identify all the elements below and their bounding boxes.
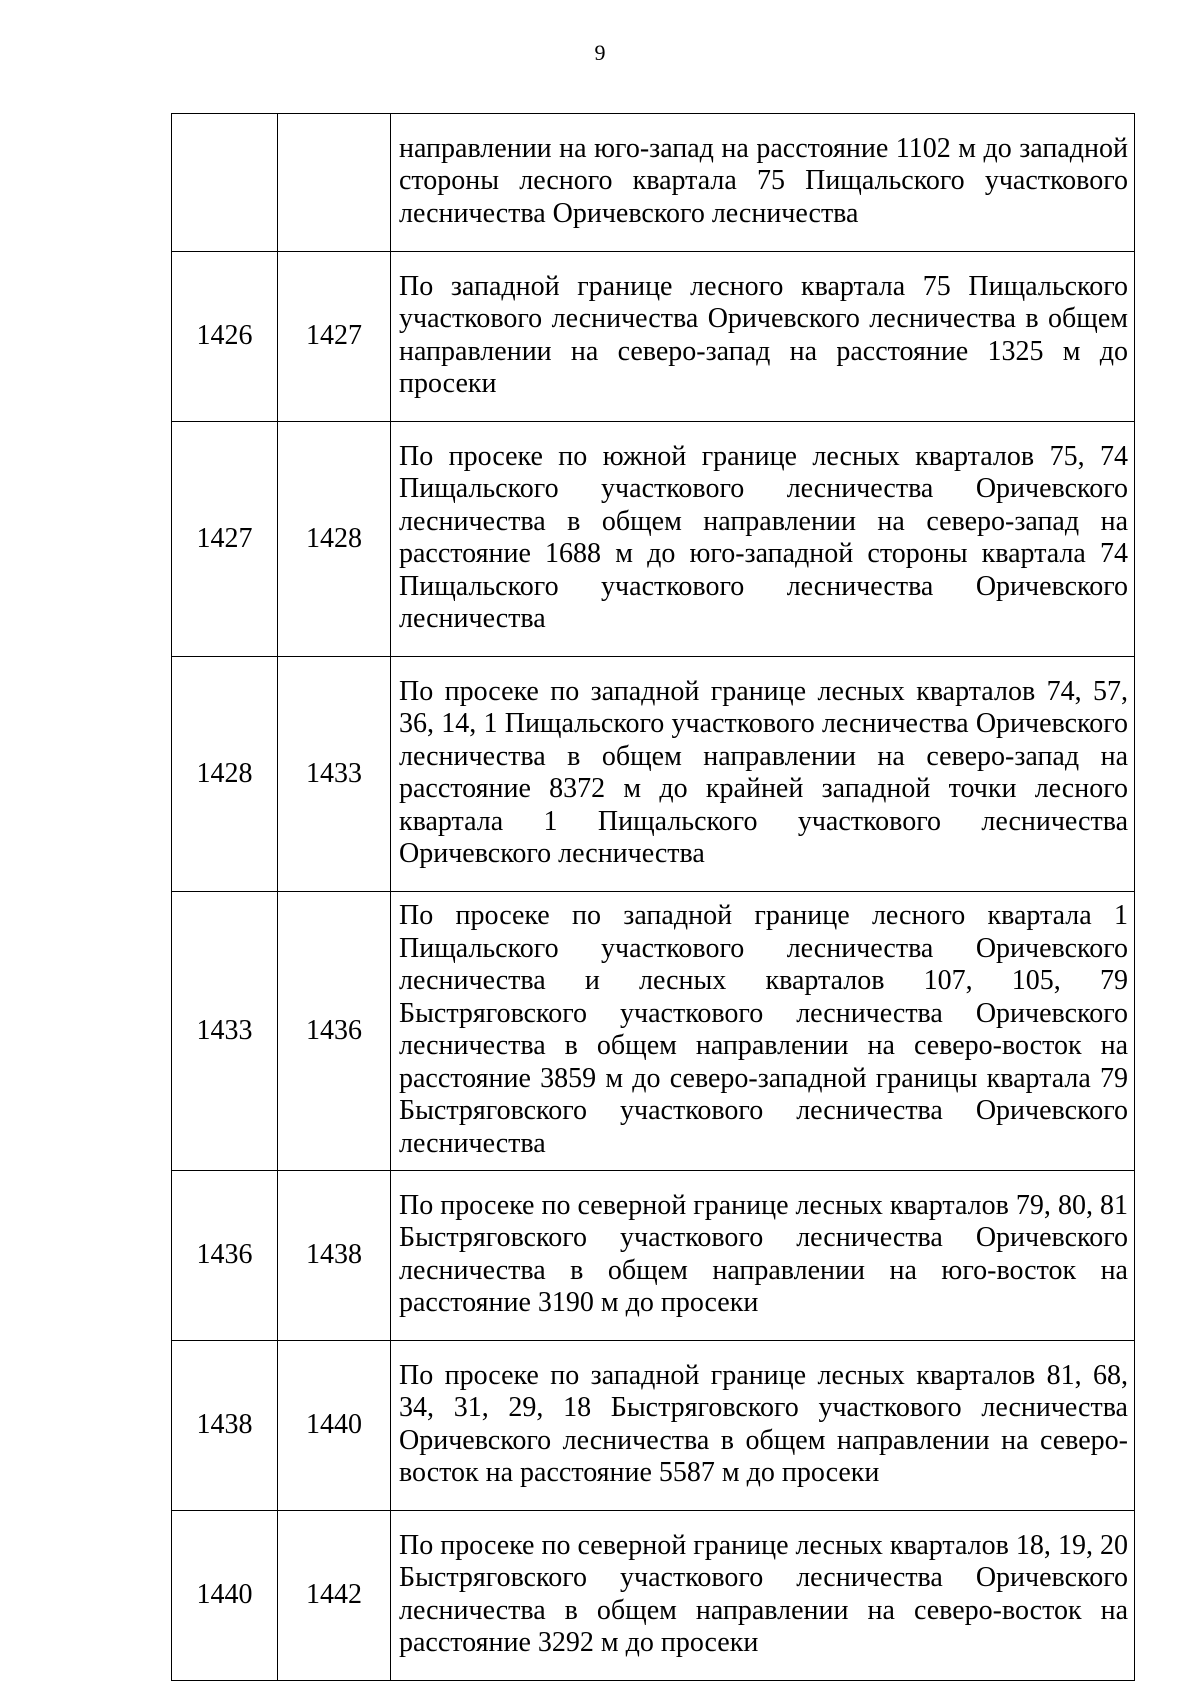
from-point-cell: 1427 — [172, 422, 278, 657]
from-point-cell: 1428 — [172, 657, 278, 892]
table-row — [172, 1341, 1135, 1511]
page-number: 9 — [594, 40, 606, 65]
from-point-cell: 1433 — [172, 892, 278, 1171]
from-point-cell: 1426 — [172, 252, 278, 422]
to-point-cell: 1440 — [278, 1341, 391, 1511]
boundary-description-cell: По просеке по западной границе лесных кварталов 81, 68, 34, 31, 29, 18 Быстряговского участкового лесничества Оричевского лесничества в общем направлении на северо-восток на расстояние 5587 м до просеки — [391, 1341, 1135, 1511]
boundary-description-cell: направлении на юго-запад на расстояние 1102 м до западной стороны лесного квартала 75 Пищальского участкового лесничества Оричевского лесничества — [391, 114, 1135, 252]
table-row — [172, 252, 1135, 422]
table-row — [172, 1511, 1135, 1681]
to-point-cell: 1428 — [278, 422, 391, 657]
to-point-cell: 1433 — [278, 657, 391, 892]
table-row — [172, 114, 1135, 252]
from-point-cell — [172, 114, 278, 252]
to-point-cell: 1436 — [278, 892, 391, 1171]
boundary-description-cell: По просеке по южной границе лесных кварталов 75, 74 Пищальского участкового лесничества Оричевского лесничества в общем направлении на северо-запад на расстояние 1688 м до юго-западной стороны квартала 74 Пищальского участкового лесничества Оричевского лесничества — [391, 422, 1135, 657]
from-point-cell: 1436 — [172, 1171, 278, 1341]
boundary-description-table — [171, 113, 1135, 1681]
to-point-cell: 1427 — [278, 252, 391, 422]
to-point-cell: 1438 — [278, 1171, 391, 1341]
boundary-description-cell: По просеке по западной границе лесных кварталов 74, 57, 36, 14, 1 Пищальского участкового лесничества Оричевского лесничества в общем направлении на северо-запад на расстояние 8372 м до крайней западной точки лесного квартала 1 Пищальского участкового лесничества Оричевского лесничества — [391, 657, 1135, 892]
boundary-description-cell: По просеке по северной границе лесных кварталов 79, 80, 81 Быстряговского участкового лесничества Оричевского лесничества в общем направлении на юго-восток на расстояние 3190 м до просеки — [391, 1171, 1135, 1341]
from-point-cell: 1438 — [172, 1341, 278, 1511]
boundary-description-cell: По просеке по северной границе лесных кварталов 18, 19, 20 Быстряговского участкового лесничества Оричевского лесничества в общем направлении на северо-восток на расстояние 3292 м до просеки — [391, 1511, 1135, 1681]
from-point-cell: 1440 — [172, 1511, 278, 1681]
to-point-cell: 1442 — [278, 1511, 391, 1681]
table-row — [172, 892, 1135, 1171]
boundary-description-cell: По просеке по западной границе лесного квартала 1 Пищальского участкового лесничества Оричевского лесничества и лесных кварталов 107, 105, 79 Быстряговского участкового лесничества Оричевского лесничества в общем направлении на северо-восток на расстояние 3859 м до северо-западной границы квартала 79 Быстряговского участкового лесничества Оричевского лесничества — [391, 892, 1135, 1171]
to-point-cell — [278, 114, 391, 252]
table-row — [172, 1171, 1135, 1341]
table-row — [172, 657, 1135, 892]
boundary-description-cell: По западной границе лесного квартала 75 Пищальского участкового лесничества Оричевского лесничества в общем направлении на северо-запад на расстояние 1325 м до просеки — [391, 252, 1135, 422]
table-row — [172, 422, 1135, 657]
